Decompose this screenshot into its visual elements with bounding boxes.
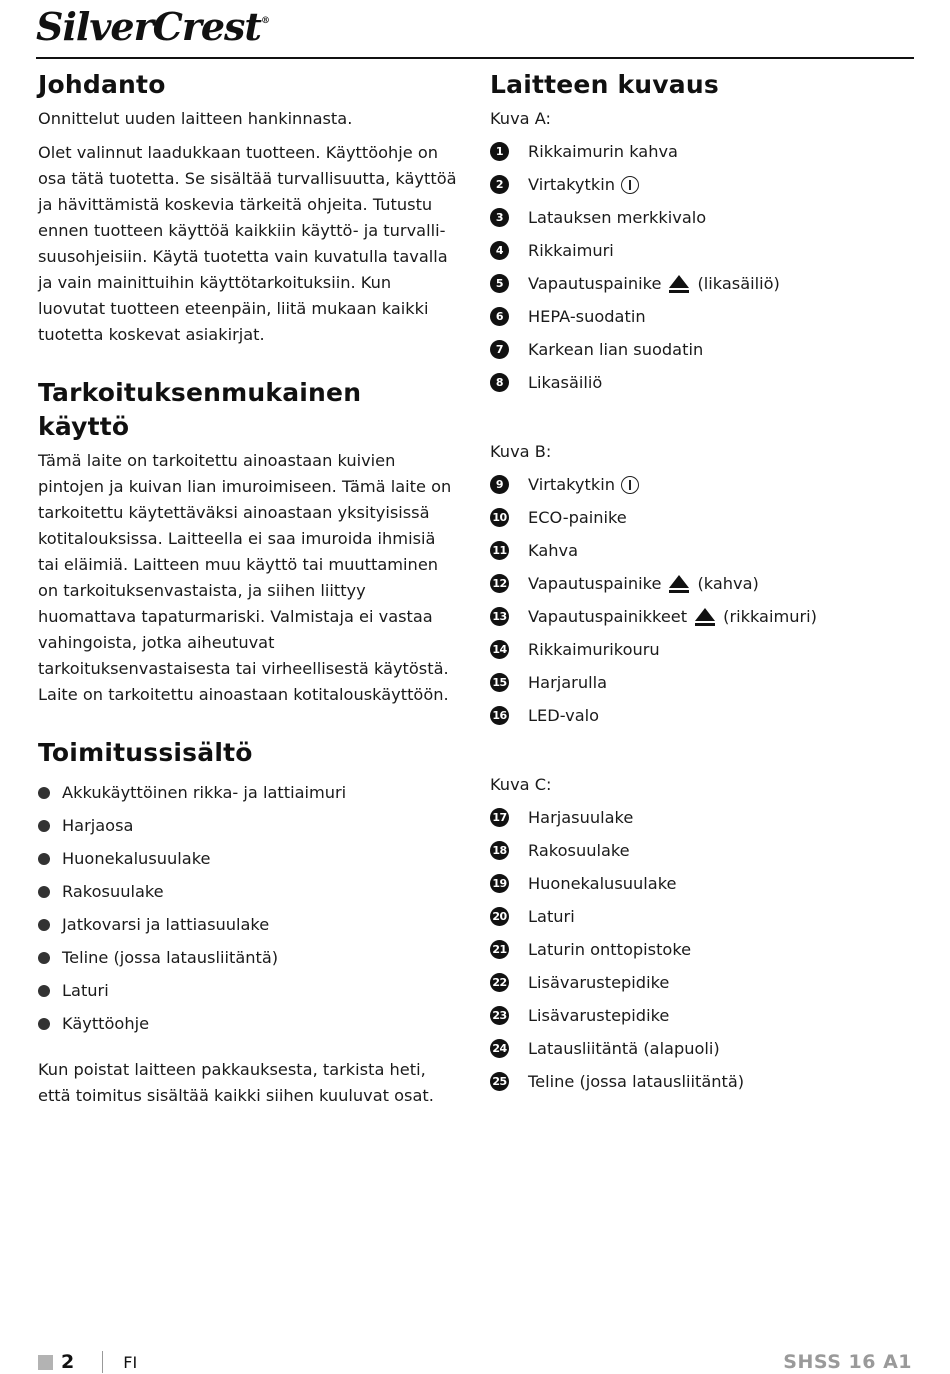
part-item — [490, 267, 920, 300]
registered-mark: ® — [260, 16, 269, 26]
contents-item-label: Käyttöohje — [62, 1014, 150, 1033]
bullet-icon — [38, 952, 50, 964]
contents-item — [38, 941, 458, 974]
part-number-badge: 20 — [490, 907, 509, 926]
figure-label: Kuva B: — [490, 442, 552, 461]
part-label: HEPA-suodatin — [528, 307, 646, 326]
part-label: Rikkaimurikouru — [528, 640, 660, 659]
usage-heading: Tarkoituksenmukainen käyttö — [38, 378, 362, 441]
part-label: Laturin onttopistoke — [528, 940, 692, 959]
page-marker — [38, 1355, 53, 1370]
contents-item — [38, 908, 458, 941]
part-item — [490, 933, 920, 966]
bullet-icon — [38, 886, 50, 898]
part-number-badge: 7 — [490, 340, 509, 359]
part-item — [490, 900, 920, 933]
part-item — [490, 834, 920, 867]
part-number-badge: 19 — [490, 874, 509, 893]
part-item — [490, 600, 920, 633]
part-number-badge: 18 — [490, 841, 509, 860]
part-label: Rikkaimurin kahva — [528, 142, 678, 161]
part-item — [490, 135, 920, 168]
contents-item — [38, 875, 458, 908]
part-number-badge: 23 — [490, 1006, 509, 1025]
bullet-icon — [38, 820, 50, 832]
part-item — [490, 801, 920, 834]
contents-item-label: Jatkovarsi ja lattiasuulake — [62, 915, 270, 934]
part-number-badge: 2 — [490, 175, 509, 194]
part-label: ECO-painike — [528, 508, 627, 527]
part-item — [490, 234, 920, 267]
contents-item — [38, 842, 458, 875]
contents-item — [38, 809, 458, 842]
part-label: Lisävarustepidike — [528, 1006, 670, 1025]
part-suffix: (kahva) — [697, 574, 759, 593]
part-number-badge: 25 — [490, 1072, 509, 1091]
part-number-badge: 15 — [490, 673, 509, 692]
part-number-badge: 17 — [490, 808, 509, 827]
part-item — [490, 567, 920, 600]
part-label: Likasäiliö — [528, 373, 603, 392]
part-item — [490, 633, 920, 666]
part-label: Teline (jossa latausliitäntä) — [528, 1072, 745, 1091]
intro-paragraph-1: Onnittelut uuden laitteen hankinnasta. — [38, 109, 353, 128]
contents-list — [38, 776, 458, 1040]
part-label: Vapautuspainike — [528, 274, 662, 293]
part-number-badge: 9 — [490, 475, 509, 494]
part-item — [490, 501, 920, 534]
contents-item — [38, 1007, 458, 1040]
contents-item — [38, 776, 458, 809]
eject-icon — [669, 574, 689, 594]
part-suffix: (likasäiliö) — [697, 274, 780, 293]
part-label: Harjasuulake — [528, 808, 634, 827]
figure-label: Kuva A: — [490, 109, 551, 128]
part-number-badge: 16 — [490, 706, 509, 725]
part-number-badge: 13 — [490, 607, 509, 626]
language-code: FI — [123, 1352, 138, 1372]
header-rule — [36, 57, 914, 59]
part-label: Lisävarustepidike — [528, 973, 670, 992]
part-label: LED-valo — [528, 706, 600, 725]
contents-item-label: Akkukäyttöinen rikka- ja lattiaimuri — [62, 783, 347, 802]
left-column — [38, 68, 458, 1109]
bullet-icon — [38, 787, 50, 799]
eject-icon — [669, 274, 689, 294]
parts-list — [490, 468, 920, 732]
contents-item-label: Teline (jossa latausliitäntä) — [62, 948, 279, 967]
part-number-badge: 4 — [490, 241, 509, 260]
part-item — [490, 1032, 920, 1065]
bullet-icon — [38, 853, 50, 865]
brand-logo: SilverCrest® — [36, 4, 269, 49]
bullet-icon — [38, 985, 50, 997]
parts-list — [490, 135, 920, 399]
bullet-icon — [38, 1018, 50, 1030]
parts-groups — [490, 108, 920, 1098]
contents-item-label: Huonekalusuulake — [62, 849, 211, 868]
part-item — [490, 867, 920, 900]
part-label: Latauksen merkkivalo — [528, 208, 707, 227]
intro-paragraph-2: Olet valinnut laadukkaan tuotteen. Käyttöohje on osa tätä tuotetta. Se sisältää turvallisuutta, käyttöä ja hävittämistä koskevia tärkeitä ohjeita. Tutustu ennen tuotteen käyttöä kaikkiin käyttö- ja turvallisuusohjeisiin. Käytä tuotetta vain kuvatulla tavalla ja vain mainittuihin käyttötarkoituksiin. Kun luovutat tuotteen eteenpäin, liitä mukaan kaikki tuotetta koskevat asiakirjat. — [38, 143, 457, 344]
part-item — [490, 468, 920, 501]
part-item — [490, 534, 920, 567]
part-number-badge: 11 — [490, 541, 509, 560]
part-suffix: (rikkaimuri) — [723, 607, 817, 626]
contents-item-label: Rakosuulake — [62, 882, 164, 901]
part-label: Latausliitäntä (alapuoli) — [528, 1039, 720, 1058]
part-number-badge: 12 — [490, 574, 509, 593]
usage-paragraph: Tämä laite on tarkoitettu ainoastaan kuivien pintojen ja kuivan lian imuroimiseen. Tämä laite on tarkoitettu käytettäväksi ainoastaan yksityisissä kotitalouksissa. Laitteella ei saa imuroida ihmisiä tai eläimiä. Laitteen muu käyttö tai muuttaminen on tarkoituksenvastaista, ja siihen liittyy huomattava tapaturmariski. Valmistaja ei vastaa vahingoista, jotka aiheutuvat tarkoituksenvastaisesta tai virheellisestä käytöstä. Laite on tarkoitettu ainoastaan kotitalouskäyttöön. — [38, 451, 452, 704]
part-number-badge: 10 — [490, 508, 509, 527]
part-item — [490, 300, 920, 333]
part-label: Laturi — [528, 907, 575, 926]
intro-heading: Johdanto — [38, 70, 166, 99]
bullet-icon — [38, 919, 50, 931]
part-number-badge: 3 — [490, 208, 509, 227]
part-item — [490, 366, 920, 399]
part-label: Virtakytkin — [528, 475, 615, 494]
power-icon — [621, 176, 639, 194]
part-number-badge: 8 — [490, 373, 509, 392]
footer-separator — [102, 1351, 103, 1373]
figure-label: Kuva C: — [490, 775, 552, 794]
part-label: Harjarulla — [528, 673, 607, 692]
part-item — [490, 333, 920, 366]
part-label: Rakosuulake — [528, 841, 630, 860]
part-label: Vapautuspainike — [528, 574, 662, 593]
page-number: 2 — [61, 1351, 75, 1373]
part-number-badge: 6 — [490, 307, 509, 326]
part-item — [490, 1065, 920, 1098]
part-number-badge: 21 — [490, 940, 509, 959]
part-label: Vapautuspainikkeet — [528, 607, 688, 626]
contents-item-label: Harjaosa — [62, 816, 134, 835]
description-heading: Laitteen kuvaus — [490, 70, 719, 99]
contents-closing: Kun poistat laitteen pakkauksesta, tarkista heti, että toimitus sisältää kaikki siihen kuuluvat osat. — [38, 1060, 434, 1105]
part-item — [490, 168, 920, 201]
part-item — [490, 699, 920, 732]
part-item — [490, 999, 920, 1032]
power-icon — [621, 476, 639, 494]
contents-item-label: Laturi — [62, 981, 109, 1000]
eject-icon — [695, 607, 715, 627]
part-label: Huonekalusuulake — [528, 874, 677, 893]
part-number-badge: 1 — [490, 142, 509, 161]
contents-heading: Toimitussisältö — [38, 738, 253, 767]
contents-item — [38, 974, 458, 1007]
part-number-badge: 24 — [490, 1039, 509, 1058]
right-column — [490, 68, 920, 1098]
part-number-badge: 22 — [490, 973, 509, 992]
page-footer — [38, 1350, 912, 1374]
part-item — [490, 201, 920, 234]
part-number-badge: 5 — [490, 274, 509, 293]
part-number-badge: 14 — [490, 640, 509, 659]
part-label: Karkean lian suodatin — [528, 340, 704, 359]
parts-list — [490, 801, 920, 1098]
part-item — [490, 966, 920, 999]
part-item — [490, 666, 920, 699]
part-label: Kahva — [528, 541, 579, 560]
part-label: Rikkaimuri — [528, 241, 614, 260]
part-label: Virtakytkin — [528, 175, 615, 194]
model-number: SHSS 16 A1 — [783, 1351, 912, 1373]
